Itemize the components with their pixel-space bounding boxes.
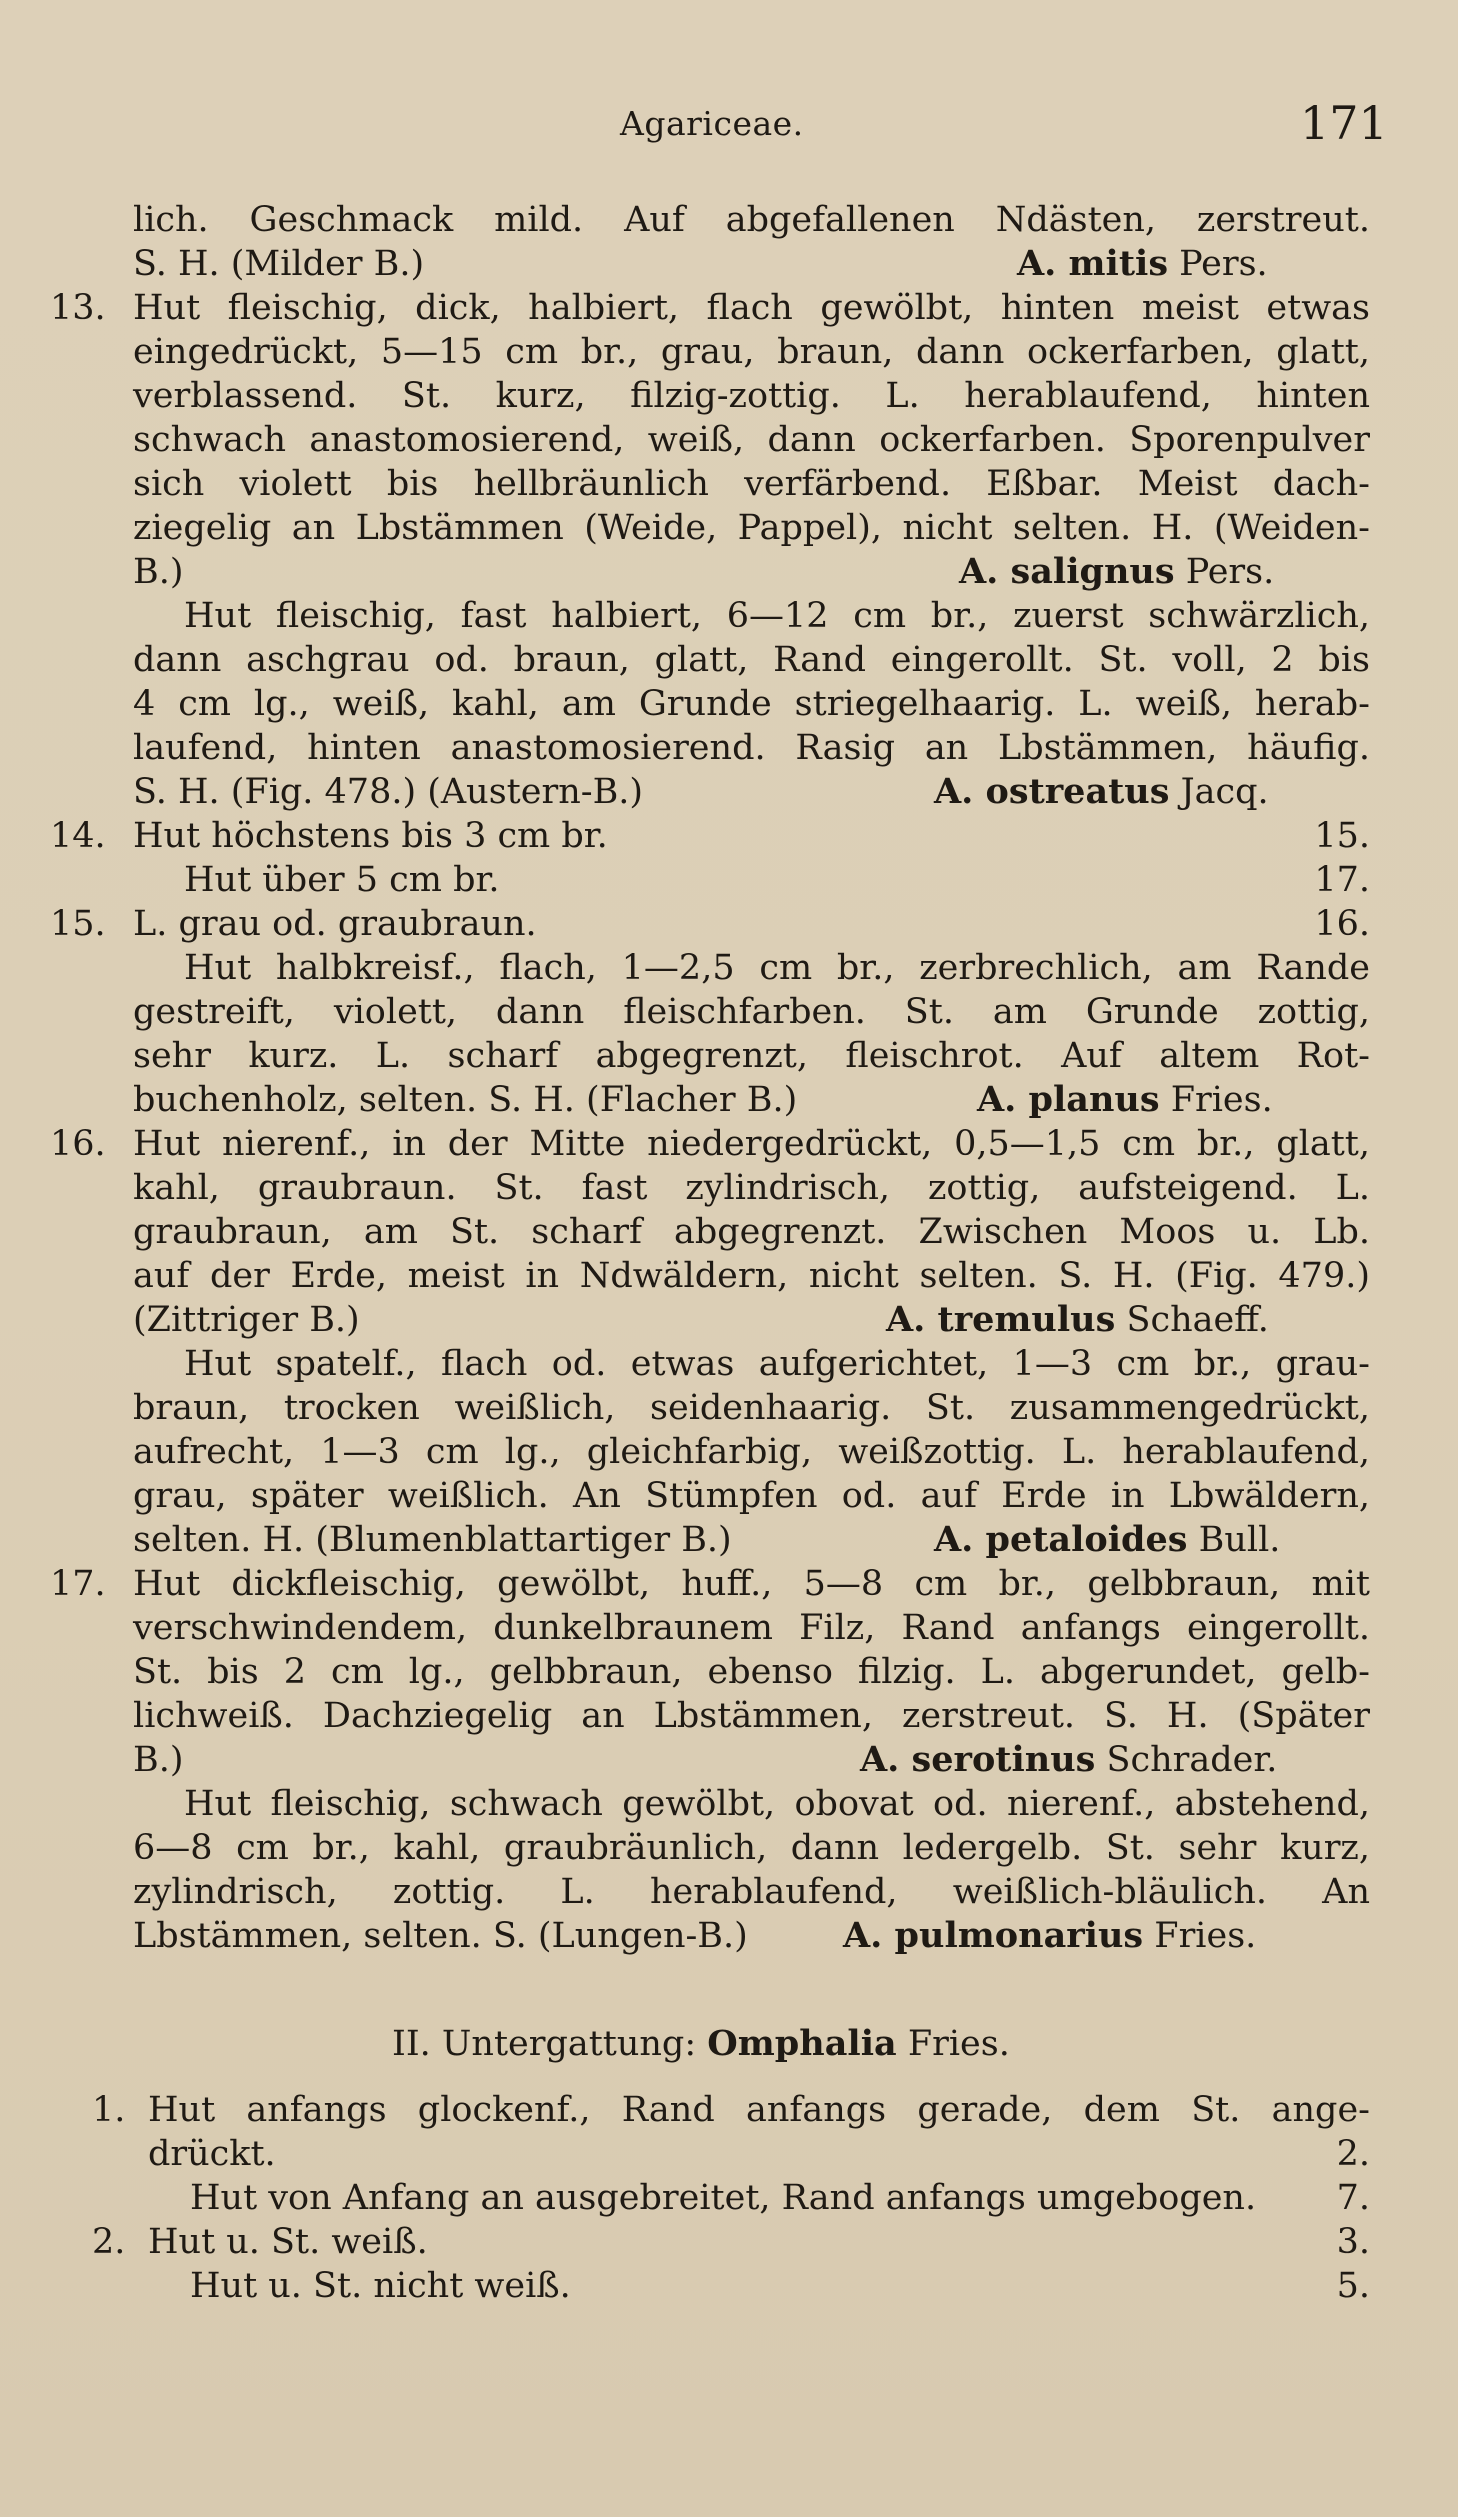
species-name: A. serotinus [860,1739,1096,1780]
text-line: Hut von Anfang an ausgebreitet, Rand anfangs umgebogen. [190,2178,1257,2218]
text-line: Hut über 5 cm br. [184,860,500,900]
lead-reference: 15. [1314,816,1370,856]
text-line: gestreift, violett, dann fleischfarben. St. am Grunde zottig, [133,992,1370,1032]
text-line-start: selten. H. (Blumenblattartiger B.) [133,1520,732,1560]
running-head: Agariceae. [620,104,804,143]
section-heading [392,2022,1010,2066]
lead-reference: 2. [1336,2134,1370,2174]
text-line: dann aschgrau od. braun, glatt, Rand eingerollt. St. voll, 2 bis [133,640,1370,680]
text-line: sich violett bis hellbräunlich verfärbend. Eßbar. Meist dach- [133,464,1370,504]
entry-number: 16. [50,1124,106,1164]
text-line: schwach anastomosierend, weiß, dann ockerfarben. Sporenpulver [133,420,1370,460]
entry-number: 15. [50,904,106,944]
text-line [133,770,1370,814]
text-line-start: buchenholz, selten. S. H. (Flacher B.) [133,1080,798,1120]
page-number: 171 [1300,96,1388,150]
text-line: L. grau od. graubraun. [133,904,537,944]
text-line: Hut u. St. nicht weiß. [190,2266,571,2306]
text-line: ziegelig an Lbstämmen (Weide, Pappel), nicht selten. H. (Weiden- [133,508,1370,548]
lead-reference: 7. [1336,2178,1370,2218]
species-author: Schaeff. [1126,1300,1269,1340]
text-line: Hut fleischig, fast halbiert, 6—12 cm br., zuerst schwärzlich, [184,596,1370,636]
text-line: Hut dickfleischig, gewölbt, huff., 5—8 cm br., gelbbraun, mit [133,1564,1370,1604]
text-line: laufend, hinten anastomosierend. Rasig an Lbstämmen, häufig. [133,728,1370,768]
text-line: Hut fleischig, dick, halbiert, flach gewölbt, hinten meist etwas [133,288,1370,328]
species-name: A. tremulus [886,1299,1116,1340]
lead-reference: 3. [1336,2222,1370,2262]
text-line: zylindrisch, zottig. L. herablaufend, weißlich-bläulich. An [133,1872,1370,1912]
text-line-start: S. H. (Fig. 478.) (Austern-B.) [133,772,644,812]
text-line [133,550,1370,594]
section-heading-label: II. Untergattung: [392,2024,697,2064]
text-line-start: B.) [133,552,184,592]
species-entry [843,1914,1256,1958]
text-line: auf der Erde, meist in Ndwäldern, nicht selten. S. H. (Fig. 479.) [133,1256,1370,1296]
species-name: A. mitis [1017,243,1169,284]
species-entry [959,550,1274,594]
text-line: verschwindendem, dunkelbraunem Filz, Rand anfangs eingerollt. [133,1608,1370,1648]
text-line [133,1298,1370,1342]
text-line [133,1518,1370,1562]
species-author: Fries. [1154,1916,1257,1956]
text-line: Hut u. St. weiß. [148,2222,428,2262]
lead-reference: 17. [1314,860,1370,900]
section-genus-author: Fries. [907,2024,1010,2064]
text-line-start: (Zittriger B.) [133,1300,360,1340]
page-header [0,96,1458,156]
species-entry [860,1738,1277,1782]
text-line: sehr kurz. L. scharf abgegrenzt, fleischrot. Auf altem Rot- [133,1036,1370,1076]
lead-reference: 5. [1336,2266,1370,2306]
species-name: A. ostreatus [934,771,1170,812]
text-line: Hut fleischig, schwach gewölbt, obovat od. nierenf., abstehend, [184,1784,1370,1824]
text-line: Hut anfangs glockenf., Rand anfangs gerade, dem St. ange- [148,2090,1370,2130]
entry-number: 14. [50,816,106,856]
entry-number: 2. [92,2222,126,2262]
text-line: verblassend. St. kurz, filzig-zottig. L. herablaufend, hinten [133,376,1370,416]
species-author: Schrader. [1106,1740,1278,1780]
text-line: Hut nierenf., in der Mitte niedergedrückt, 0,5—1,5 cm br., glatt, [133,1124,1370,1164]
species-author: Fries. [1170,1080,1273,1120]
species-name: A. pulmonarius [843,1915,1144,1956]
text-line [133,242,1370,286]
species-author: Pers. [1179,244,1268,284]
species-name: A. salignus [959,551,1175,592]
species-entry [977,1078,1273,1122]
text-line: Hut spatelf., flach od. etwas aufgerichtet, 1—3 cm br., grau- [184,1344,1370,1384]
species-name: A. planus [977,1079,1160,1120]
species-entry [934,770,1269,814]
text-line [133,1738,1370,1782]
species-entry [934,1518,1280,1562]
text-line [133,1078,1370,1122]
entry-number: 13. [50,288,106,328]
text-line: drückt. [148,2134,276,2174]
species-entry [1017,242,1268,286]
text-line: St. bis 2 cm lg., gelbbraun, ebenso filzig. L. abgerundet, gelb- [133,1652,1370,1692]
text-line: aufrecht, 1—3 cm lg., gleichfarbig, weißzottig. L. herablaufend, [133,1432,1370,1472]
text-line: grau, später weißlich. An Stümpfen od. auf Erde in Lbwäldern, [133,1476,1370,1516]
text-line: graubraun, am St. scharf abgegrenzt. Zwischen Moos u. Lb. [133,1212,1370,1252]
text-line: 6—8 cm br., kahl, graubräunlich, dann ledergelb. St. sehr kurz, [133,1828,1370,1868]
lead-reference: 16. [1314,904,1370,944]
species-name: A. petaloides [934,1519,1188,1560]
text-line: 4 cm lg., weiß, kahl, am Grunde striegelhaarig. L. weiß, herab- [133,684,1370,724]
species-entry [886,1298,1269,1342]
section-genus-name: Omphalia [707,2023,897,2064]
text-line: lich. Geschmack mild. Auf abgefallenen Ndästen, zerstreut. [133,200,1370,240]
text-line: braun, trocken weißlich, seidenhaarig. St. zusammengedrückt, [133,1388,1370,1428]
text-line: eingedrückt, 5—15 cm br., grau, braun, dann ockerfarben, glatt, [133,332,1370,372]
text-line: kahl, graubraun. St. fast zylindrisch, zottig, aufsteigend. L. [133,1168,1370,1208]
text-line: Hut halbkreisf., flach, 1—2,5 cm br., zerbrechlich, am Rande [184,948,1370,988]
text-line: Hut höchstens bis 3 cm br. [133,816,608,856]
text-line [133,1914,1370,1958]
species-author: Bull. [1198,1520,1281,1560]
entry-number: 17. [50,1564,106,1604]
text-line: lichweiß. Dachziegelig an Lbstämmen, zerstreut. S. H. (Später [133,1696,1370,1736]
entry-number: 1. [92,2090,126,2130]
text-line-start: Lbstämmen, selten. S. (Lungen-B.) [133,1916,748,1956]
species-author: Jacq. [1180,772,1269,812]
species-author: Pers. [1185,552,1275,592]
text-line-start: B.) [133,1740,184,1780]
text-line-start: S. H. (Milder B.) [133,244,425,284]
